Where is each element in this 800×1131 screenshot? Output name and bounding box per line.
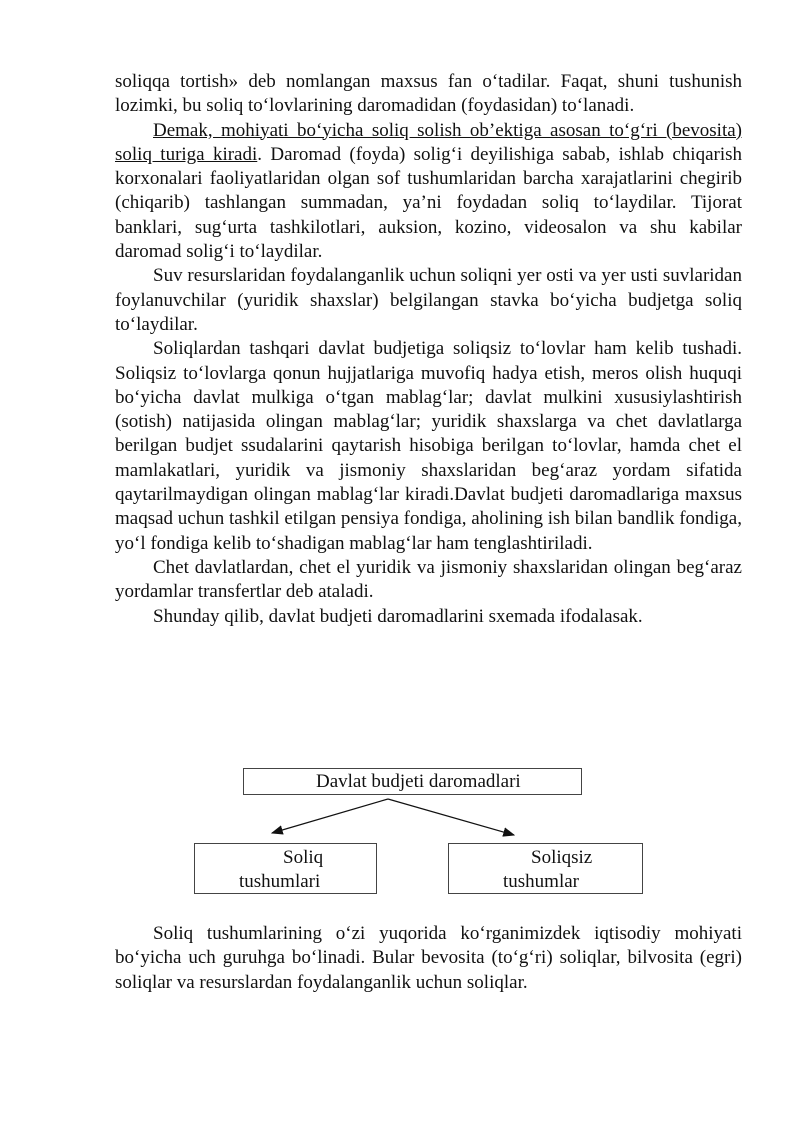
paragraph-3: Suv resurslaridan foydalanganlik uchun soliqni yer osti va yer usti suvlaridan foylanuvchilar (yuridik shaxslar) belgilangan stavka bo‘yicha budjetga soliq to‘laydilar.: [115, 265, 742, 335]
arrow-right: [388, 799, 514, 835]
box-budget-income-label: Davlat budjeti daromadlari: [316, 771, 521, 792]
box-tax-revenue: [194, 843, 377, 894]
box-tax-revenue-line1: Soliq: [283, 847, 324, 868]
paragraph-2: [115, 119, 742, 265]
box-nontax-revenue-line2: tushumlar: [503, 871, 579, 892]
paragraph-4: Soliqlardan tashqari davlat budjetiga soliqsiz to‘lovlar ham kelib tushadi. Soliqsiz to‘lovlarga qonun hujjatlariga muvofiq hadya etish, meros olish huquqi bo‘yicha davlat mulkiga o‘tgan mablag‘lar; davlat mulkini xususiylashtirish (sotish) natijasida olingan mablag‘lar; yuridik shaxslarga va chet davlatlarga berilgan budjet ssudalarini qaytarish hisobiga berilgan to‘lovlar, hamda chet el mamlakatlari, yuridik va jismoniy shaxslaridan beg‘araz yordam sifatida qaytarilmaydigan olingan mablag‘lar kiradi.Davlat budjeti daromadlariga maxsus maqsad uchun tashkil etilgan pensiya fondiga, aholining ish bilan bandlik fondiga, yo‘l fondiga kelib to‘shadigan mablag‘lar ham tenglashtiriladi.: [115, 338, 742, 554]
underlined-text: Demak, mohiyati bo‘yicha soliq solish ob’ektiga asosan to‘g‘ri (bevosita) soliq turiga kiradi: [115, 119, 742, 165]
box-nontax-revenue-line1: Soliqsiz: [531, 847, 593, 868]
paragraph-5: Chet davlatlardan, chet el yuridik va jismoniy shaxslaridan olingan beg‘araz yordamlar transfertlar deb ataladi.: [115, 556, 742, 603]
box-budget-income: [243, 768, 582, 795]
box-tax-revenue-line2: tushumlari: [239, 871, 321, 892]
closing-section: [115, 922, 742, 995]
punctuation: .: [257, 143, 263, 165]
paragraph-1: soliqqa tortish» deb nomlangan maxsus fan o‘tadilar. Faqat, shuni tushunish lozimki, bu soliq to‘lovlarining daromadidan (foydasidan) to‘lanadi.: [115, 71, 742, 117]
paragraph-6: Shunday qilib, davlat budjeti daromadlarini sxemada ifodalasak.: [153, 605, 643, 627]
paragraph-2-rest: Daromad (foyda) solig‘i deyilishiga sabab, ishlab chiqarish korxonalari faoliyatlaridan olgan sof tushumlaridan barcha xarajatlarini chegirib (chiqarib) tashlangan summadan, ya’ni foydadan soliq to‘laydilar. Tijorat banklari, sug‘urta tashkilotlari, auksion, kozino, videosalon va shu kabilar daromad solig‘i to‘laydilar.: [115, 143, 742, 263]
box-nontax-revenue: [448, 843, 643, 894]
arrow-left: [272, 799, 388, 833]
document-body: [115, 70, 742, 629]
closing-paragraph: Soliq tushumlarining o‘zi yuqorida ko‘rganimizdek iqtisodiy mohiyati bo‘yicha uch guruhga bo‘linadi. Bular bevosita (to‘g‘ri) soliqlar, bilvosita (egri) soliqlar va resurslardan foydalanganlik uchun soliqlar.: [115, 923, 742, 993]
